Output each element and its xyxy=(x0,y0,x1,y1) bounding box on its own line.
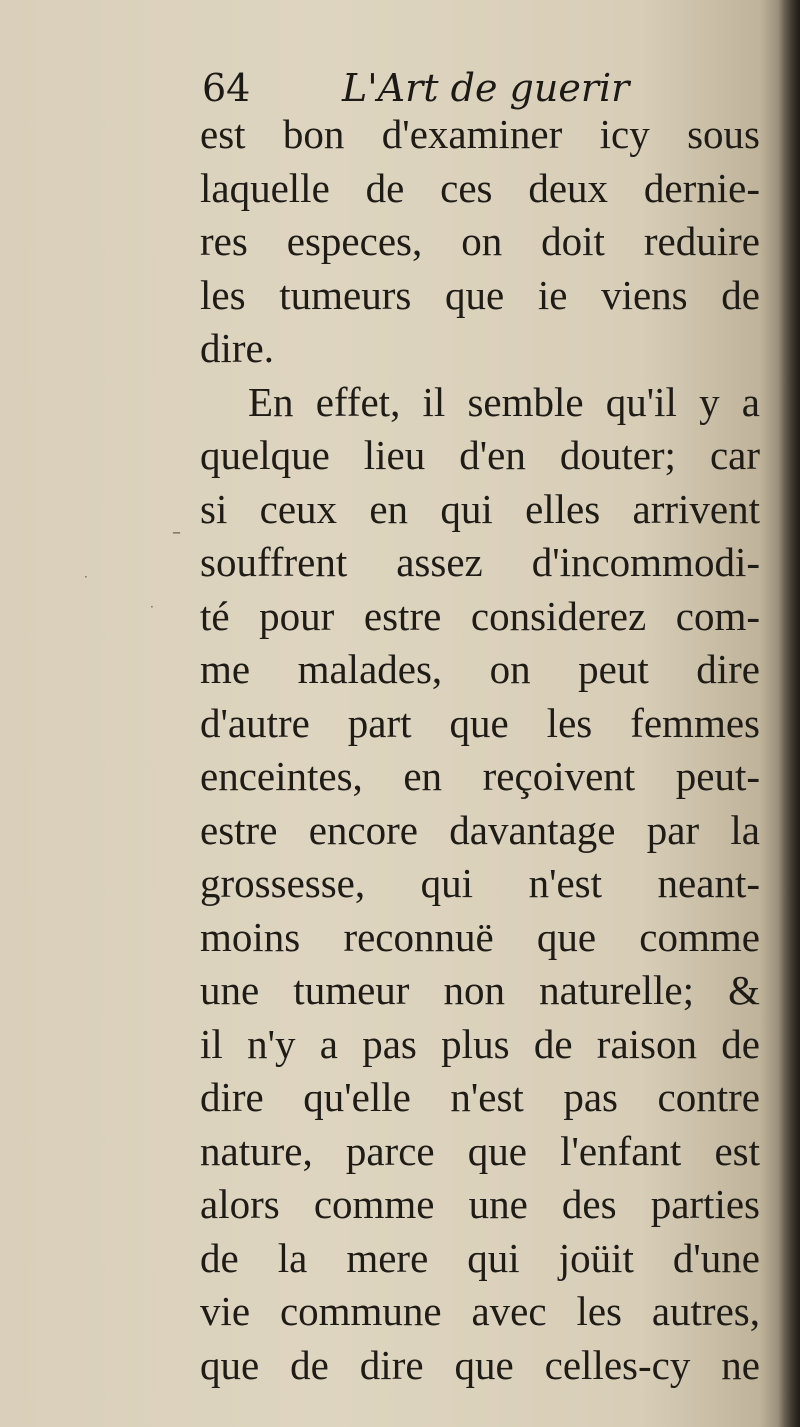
text-line: moins reconnuë que comme xyxy=(200,913,760,960)
text-line: vie commune avec les autres, xyxy=(200,1288,760,1334)
text-line: quelque lieu d'en douter; car xyxy=(200,432,760,478)
text-line: nature, parce que l'enfant est xyxy=(200,1127,760,1174)
text-line: grossesse, qui n'est neant- xyxy=(200,860,760,906)
text-line: dire qu'elle n'est pas contre xyxy=(200,1074,760,1120)
page-number: 64 xyxy=(202,66,251,110)
text-line: laquelle de ces deux dernie- xyxy=(200,164,760,211)
text-line: une tumeur non naturelle; & xyxy=(200,967,760,1013)
text-line: est bon d'examiner icy sous xyxy=(200,111,760,157)
text-line: les tumeurs que ie viens de xyxy=(200,271,760,318)
body-text xyxy=(200,108,760,1392)
text-line: alors comme une des parties xyxy=(200,1181,760,1227)
text-line: dire. xyxy=(200,325,274,371)
text-line: souffrent assez d'incommodi- xyxy=(200,539,760,585)
show-through-speck: · xyxy=(150,600,154,614)
margin-dash-mark: – xyxy=(172,522,181,543)
text-line: res especes, on doit reduire xyxy=(200,218,760,264)
text-line: de la mere qui joüit d'une xyxy=(200,1234,760,1281)
text-line: estre encore davantage par la xyxy=(200,806,760,853)
running-head: L'Art de guerir xyxy=(342,66,630,110)
text-line: si ceux en qui elles arrivent xyxy=(200,485,760,532)
paragraph-start-line: En effet, il semble qu'il y a xyxy=(248,378,760,425)
text-line: me malades, on peut dire xyxy=(200,646,760,692)
text-line: enceintes, en reçoivent peut- xyxy=(200,753,760,799)
text-line: té pour estre considerez com- xyxy=(200,592,760,639)
text-line: il n'y a pas plus de raison de xyxy=(200,1020,760,1067)
show-through-speck: · xyxy=(84,570,88,584)
text-line: que de dire que celles-cy ne xyxy=(200,1341,760,1388)
text-line: d'autre part que les femmes xyxy=(200,699,760,746)
